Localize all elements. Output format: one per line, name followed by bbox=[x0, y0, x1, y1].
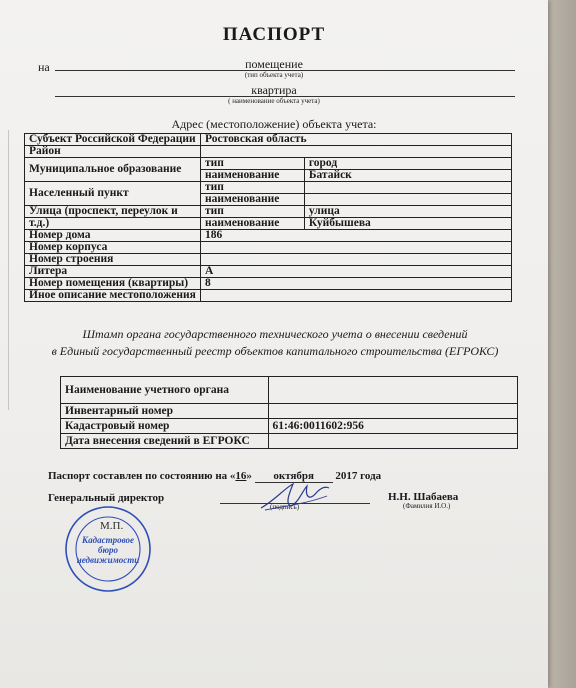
address-table bbox=[24, 133, 512, 302]
municipality-type-value: город bbox=[304, 158, 511, 170]
page-fold-mark bbox=[8, 130, 15, 410]
district-label: Район bbox=[25, 146, 201, 158]
municipality-label: Муниципальное образование bbox=[25, 158, 201, 182]
date-label: Дата внесения сведений в ЕГРОКС bbox=[61, 434, 269, 449]
house-label: Номер дома bbox=[25, 230, 201, 242]
municipality-name-value: Батайск bbox=[304, 170, 511, 182]
other-label: Иное описание местоположения bbox=[25, 290, 201, 302]
litera-value: А bbox=[200, 266, 511, 278]
table-row bbox=[61, 377, 518, 404]
table-row bbox=[61, 434, 518, 449]
street-label-2: т.д.) bbox=[25, 218, 201, 230]
table-row bbox=[61, 404, 518, 419]
table-row bbox=[25, 146, 512, 158]
street-name-label: наименование bbox=[200, 218, 304, 230]
subject-value: Ростовская область bbox=[200, 134, 511, 146]
street-name-value: Куйбышева bbox=[304, 218, 511, 230]
settlement-type-value bbox=[304, 182, 511, 194]
object-name-hint: ( наименование объекта учета) bbox=[228, 97, 320, 105]
object-name-value: квартира bbox=[251, 83, 297, 97]
house-value: 186 bbox=[200, 230, 511, 242]
compiled-month: октября bbox=[255, 470, 333, 483]
inventory-value bbox=[268, 404, 517, 419]
table-row bbox=[25, 218, 512, 230]
table-row bbox=[25, 182, 512, 194]
table-row bbox=[25, 290, 512, 302]
table-row bbox=[25, 230, 512, 242]
name-hint: (Фамилия И.О.) bbox=[403, 502, 451, 510]
room-label: Номер помещения (квартиры) bbox=[25, 278, 201, 290]
table-row bbox=[25, 158, 512, 170]
building-value bbox=[200, 242, 511, 254]
settlement-name-value bbox=[304, 194, 511, 206]
stamp-caption-line-1: Штамп органа государственного технического учета о внесении сведений bbox=[82, 327, 468, 341]
object-type-value: помещение bbox=[245, 57, 303, 71]
compiled-day: 16 bbox=[235, 470, 247, 482]
cadastral-value: 61:46:0011602:956 bbox=[268, 419, 517, 434]
address-heading: Адрес (местоположение) объекта учета: bbox=[171, 117, 377, 131]
municipality-type-label: тип bbox=[200, 158, 304, 170]
seal-center-line-1: Кадастровое bbox=[82, 535, 134, 545]
settlement-type-label: тип bbox=[200, 182, 304, 194]
table-row bbox=[25, 254, 512, 266]
structure-label: Номер строения bbox=[25, 254, 201, 266]
na-label: на bbox=[38, 60, 50, 74]
director-label: Генеральный директор bbox=[48, 492, 165, 504]
date-value bbox=[268, 434, 517, 449]
object-type-hint: (тип объекта учета) bbox=[244, 71, 304, 79]
settlement-label: Населенный пункт bbox=[25, 182, 201, 206]
street-type-label: тип bbox=[200, 206, 304, 218]
compiled-year: 2017 года bbox=[335, 470, 382, 482]
signature-hint: (подпись) bbox=[270, 503, 300, 511]
structure-value bbox=[200, 254, 511, 266]
other-value bbox=[200, 290, 511, 302]
page-title: ПАСПОРТ bbox=[222, 24, 326, 45]
street-type-value: улица bbox=[304, 206, 511, 218]
seal-text bbox=[52, 505, 164, 593]
table-row bbox=[25, 266, 512, 278]
signature-scribble bbox=[255, 478, 335, 514]
district-value bbox=[200, 146, 511, 158]
table-row bbox=[25, 242, 512, 254]
table-row bbox=[25, 278, 512, 290]
building-label: Номер корпуса bbox=[25, 242, 201, 254]
municipality-name-label: наименование bbox=[200, 170, 304, 182]
mp-label: М.П. bbox=[100, 520, 124, 532]
director-name: Н.Н. Шабаева bbox=[388, 491, 459, 503]
compiled-prefix: Паспорт составлен по состоянию на « bbox=[48, 470, 236, 482]
table-row bbox=[61, 419, 518, 434]
settlement-name-label: наименование bbox=[200, 194, 304, 206]
background-surface bbox=[546, 0, 576, 688]
inventory-label: Инвентарный номер bbox=[61, 404, 269, 419]
seal-center-line-3: недвижимости bbox=[76, 555, 140, 565]
seal-center-line-2: бюро bbox=[97, 545, 119, 555]
stamp-caption-line-2: в Единый государственный реестр объектов капитального строительства (ЕГРОКС) bbox=[51, 344, 499, 358]
org-value bbox=[268, 377, 517, 404]
room-value: 8 bbox=[200, 278, 511, 290]
compiled-day-suffix: » bbox=[246, 470, 252, 482]
org-label: Наименование учетного органа bbox=[61, 377, 269, 404]
subject-label: Субъект Российской Федерации bbox=[25, 134, 201, 146]
cadastral-label: Кадастровый номер bbox=[61, 419, 269, 434]
table-row bbox=[25, 134, 512, 146]
litera-label: Литера bbox=[25, 266, 201, 278]
street-label-1: Улица (проспект, переулок и bbox=[25, 206, 201, 218]
registry-table bbox=[60, 376, 518, 449]
table-row bbox=[25, 206, 512, 218]
